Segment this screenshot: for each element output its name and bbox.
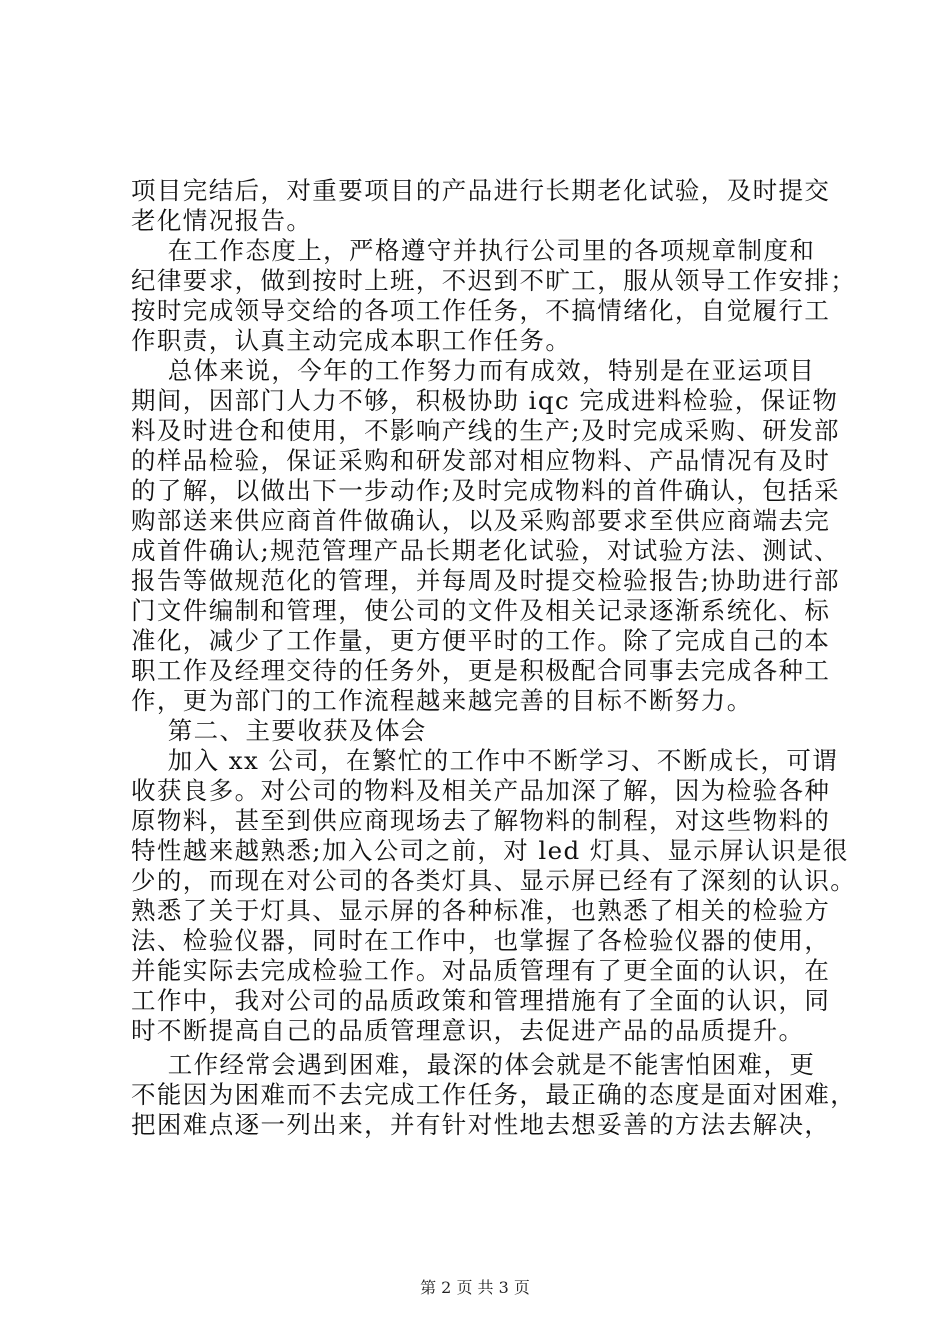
text-line: 纪律要求，做到按时上班，不迟到不旷工，服从领导工作安排； — [131, 266, 857, 295]
text-line: 期间，因部门人力不够，积极协助 iqc 完成进料检验，保证物 — [131, 386, 839, 415]
text-line: 报告等做规范化的管理，并每周及时提交检验报告;协助进行部 — [131, 566, 840, 595]
text-line: 按时完成领导交给的各项工作任务，不搞情绪化，自觉履行工 — [131, 296, 831, 325]
text-line: 收获良多。对公司的物料及相关产品加深了解，因为检验各种 — [131, 776, 831, 805]
page-indicator: 第 2 页 共 3 页 — [420, 1278, 530, 1297]
text-line: 准化，减少了工作量，更方便平时的工作。除了完成自己的本 — [131, 626, 831, 655]
text-line: 职工作及经理交待的任务外，更是积极配合同事去完成各种工 — [131, 656, 831, 685]
text-line: 在工作态度上，严格遵守并执行公司里的各项规章制度和 — [131, 236, 816, 265]
text-line: 加入 xx 公司，在繁忙的工作中不断学习、不断成长，可谓 — [131, 746, 839, 775]
text-line: 作职责，认真主动完成本职工作任务。 — [131, 326, 572, 355]
section-heading: 第二、主要收获及体会 — [131, 716, 427, 745]
text-line: 门文件编制和管理，使公司的文件及相关记录逐渐系统化、标 — [131, 596, 831, 625]
text-line: 不能因为困难而不去完成工作任务，最正确的态度是面对困难， — [131, 1080, 857, 1109]
text-line: 工作经常会遇到困难，最深的体会就是不能害怕困难，更 — [131, 1050, 816, 1079]
text-line: 的样品检验，保证采购和研发部对相应物料、产品情况有及时 — [131, 446, 831, 475]
text-line: 时不断提高自己的品质管理意识，去促进产品的品质提升。 — [131, 1016, 805, 1045]
text-line: 熟悉了关于灯具、显示屏的各种标准，也熟悉了相关的检验方 — [131, 896, 831, 925]
page-footer — [0, 1278, 950, 1298]
text-line: 作，更为部门的工作流程越来越完善的目标不断努力。 — [131, 686, 753, 715]
text-line: 料及时进仓和使用，不影响产线的生产;及时完成采购、研发部 — [131, 416, 840, 445]
text-line: 把困难点逐一列出来，并有针对性地去想妥善的方法去解决， — [131, 1110, 831, 1139]
text-line: 原物料，甚至到供应商现场去了解物料的制程，对这些物料的 — [131, 806, 831, 835]
text-line: 工作中，我对公司的品质政策和管理措施有了全面的认识，同 — [131, 986, 831, 1015]
text-line: 成首件确认;规范管理产品长期老化试验，对试验方法、测试、 — [131, 536, 840, 565]
text-line: 并能实际去完成检验工作。对品质管理有了更全面的认识，在 — [131, 956, 831, 985]
text-line: 项目完结后，对重要项目的产品进行长期老化试验，及时提交 — [131, 176, 831, 205]
text-line: 的了解，以做出下一步动作;及时完成物料的首件确认，包括采 — [131, 476, 840, 505]
text-line: 老化情况报告。 — [131, 206, 313, 235]
text-line: 特性越来越熟悉;加入公司之前，对 led 灯具、显示屏认识是很 — [131, 836, 849, 865]
text-line: 少的，而现在对公司的各类灯具、显示屏已经有了深刻的认识。 — [131, 866, 857, 895]
text-line: 总体来说，今年的工作努力而有成效，特别是在亚运项目 — [131, 356, 816, 385]
text-line: 购部送来供应商首件做确认，以及采购部要求至供应商端去完 — [131, 506, 831, 535]
text-line: 法、检验仪器，同时在工作中，也掌握了各检验仪器的使用， — [131, 926, 831, 955]
